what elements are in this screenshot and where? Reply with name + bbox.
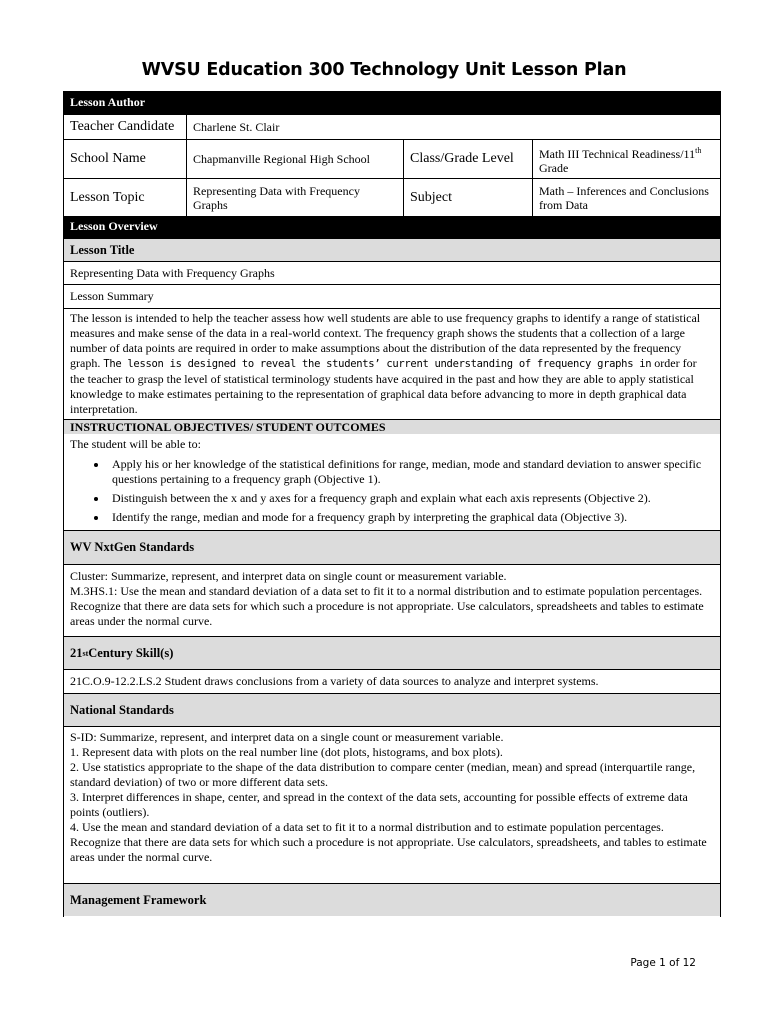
objectives-intro: The student will be able to: [70,437,201,451]
teacher-row [64,114,720,139]
subject-label: Subject [403,179,532,216]
topic-row [64,178,720,216]
class-value: Math III Technical Readiness/11th Grade [532,140,720,178]
national-standards-text [64,726,720,883]
subject-value: Math – Inferences and Conclusions from Data [532,179,720,216]
page-number: Page 1 of 12 [630,957,696,969]
topic-value: Representing Data with Frequency Graphs [186,179,403,216]
national-line: 1. Represent data with plots on the real number line (dot plots, histograms, and box plots). [70,745,503,759]
lesson-plan-table [63,91,721,917]
national-line: S-ID: Summarize, represent, and interpret data on a single count or measurement variable. [70,730,504,744]
objectives-section [64,434,720,530]
national-line: 4. Use the mean and standard deviation of a data set to fit it to a normal distribution and to estimate population percentages. Recognize that there are data sets for which such a procedure is not appropriate. Use calculators, spreadsheets, and tables to estimate areas under the normal curve. [70,820,707,864]
objectives-list [64,457,720,525]
document-title: WVSU Education 300 Technology Unit Lesson Plan [141,60,627,80]
teacher-value: Charlene St. Clair [186,115,720,139]
lesson-title-label: Lesson Title [64,238,720,261]
management-framework-header: Management Framework [64,883,720,916]
wv-standard: M.3HS.1: Use the mean and standard deviation of a data set to fit it to a normal distribution and to estimate population percentages. Recognize that there are data sets for which such a procedure is not appropriate. Use calculators, spreadsheets and tables to estimate areas under the normal curve. [70,584,704,628]
lesson-author-header: Lesson Author [64,92,720,114]
school-row [64,139,720,178]
lesson-summary-label: Lesson Summary [64,284,720,308]
century-skills-text: 21C.O.9-12.2.LS.2 Student draws conclusions from a variety of data sources to analyze and interpret systems. [64,669,720,693]
list-item: • Distinguish between the x and y axes for a frequency graph and explain what each axis represents (Objective 2). [108,491,720,506]
list-item: • Apply his or her knowledge of the statistical definitions for range, median, mode and standard deviation to answer specific questions pertaining to a frequency graph (Objective 1). [108,457,720,487]
wv-standards-header: WV NxtGen Standards [64,530,720,564]
school-label: School Name [70,151,146,166]
national-standards-header: National Standards [64,693,720,726]
lesson-overview-header: Lesson Overview [64,216,720,238]
wv-cluster: Cluster: Summarize, represent, and interpret data on single count or measurement variable. [70,569,507,583]
national-line: 2. Use statistics appropriate to the shape of the data distribution to compare center (median, mean) and spread (interquartile range, standard deviation) of two or more different data sets. [70,760,696,789]
lesson-title-value: Representing Data with Frequency Graphs [64,261,720,284]
school-value: Chapmanville Regional High School [186,140,403,178]
class-label: Class/Grade Level [403,140,532,178]
topic-label: Lesson Topic [70,189,145,205]
wv-standards-text [64,564,720,636]
lesson-summary-text: The lesson is intended to help the teacher assess how well students are able to use frequency graphs to identify a range of statistical measures and make sense of the data in a real-world context. The frequency graph shows the students that a collection of a large number of data points are required in order to make assumptions about the distribution of the data represented by the frequency graph. The lesson is designed to reveal the students’ current understanding of frequency graphs in order for the teacher to grasp the level of statistical terminology students have acquired in the past and how they are able to apply statistical knowledge to make estimates pertaining to the representation of graphical data before advancing to more in depth graphical data interpretation. [64,308,720,419]
national-line: 3. Interpret differences in shape, center, and spread in the context of the data sets, accounting for possible effects of extreme data points (outliers). [70,790,688,819]
objectives-header: INSTRUCTIONAL OBJECTIVES/ STUDENT OUTCOMES [64,419,720,434]
teacher-label: Teacher Candidate [70,119,175,134]
century-skills-header: 21 st Century Skill(s) [64,636,720,669]
list-item: • Identify the range, median and mode for a frequency graph by interpreting the graphical data (Objective 3). [108,510,720,525]
